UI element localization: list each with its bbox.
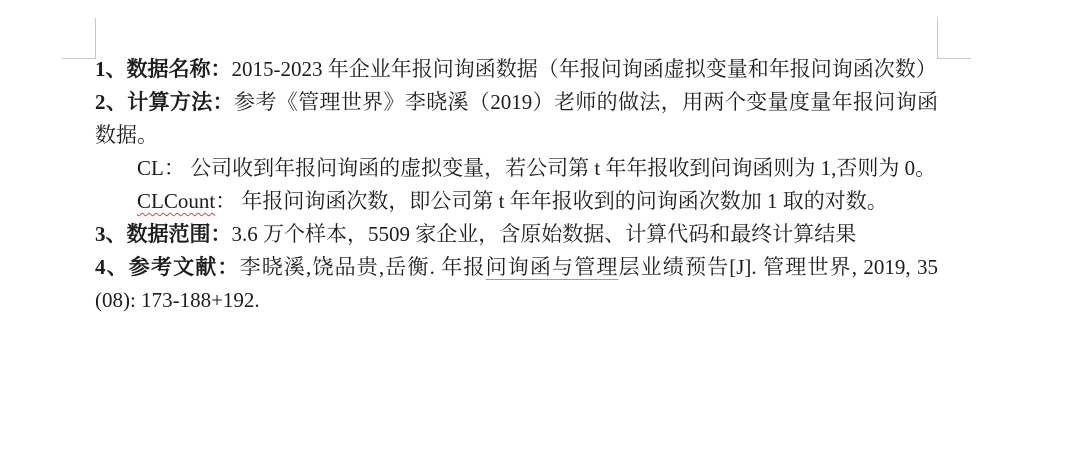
paragraph-calc-method <box>95 86 938 152</box>
paragraph-data-scope <box>95 218 938 251</box>
text-boundary-mark-top-left <box>62 18 96 59</box>
paragraph-cl-definition <box>95 152 938 185</box>
text-boundary-mark-top-right <box>937 18 971 59</box>
reference-text-after: 层业绩预告[J]. 管理世界, 2019, 35 (08): 173-188+192. <box>95 255 938 312</box>
item4-label: 4、参考文献： <box>95 255 240 279</box>
clcount-term-spellcheck: CLCount <box>137 189 216 213</box>
document-body <box>95 53 938 317</box>
reference-text-before: 李晓溪,饶品贵,岳衡. 年报 <box>239 255 486 279</box>
item2-label: 2、计算方法： <box>95 90 234 114</box>
item2-text: 参考《管理世界》李晓溪（2019）老师的做法，用两个变量度量年报问询函数据。 <box>95 90 939 147</box>
cl-definition-text: ： 公司收到年报问询函的虚拟变量，若公司第 t 年年报收到问询函则为 1,否则为 0。 <box>163 156 937 180</box>
paragraph-data-name <box>95 53 938 86</box>
paragraph-clcount-definition <box>95 185 938 218</box>
clcount-definition-text: ： 年报问询函次数，即公司第 t 年年报收到的问询函次数加 1 取的对数。 <box>215 189 888 213</box>
item1-label: 1、数据名称： <box>95 57 232 81</box>
paragraph-reference <box>95 251 938 317</box>
item1-text: 2015-2023 年企业年报问询函数据（年报问询函虚拟变量和年报问询函次数） <box>231 57 937 81</box>
cl-term: CL <box>137 156 164 180</box>
reference-text-grammar-underline: 问询函与管理 <box>485 255 619 279</box>
item3-label: 3、数据范围： <box>95 222 232 246</box>
item3-text: 3.6 万个样本，5509 家企业，含原始数据、计算代码和最终计算结果 <box>231 222 857 246</box>
